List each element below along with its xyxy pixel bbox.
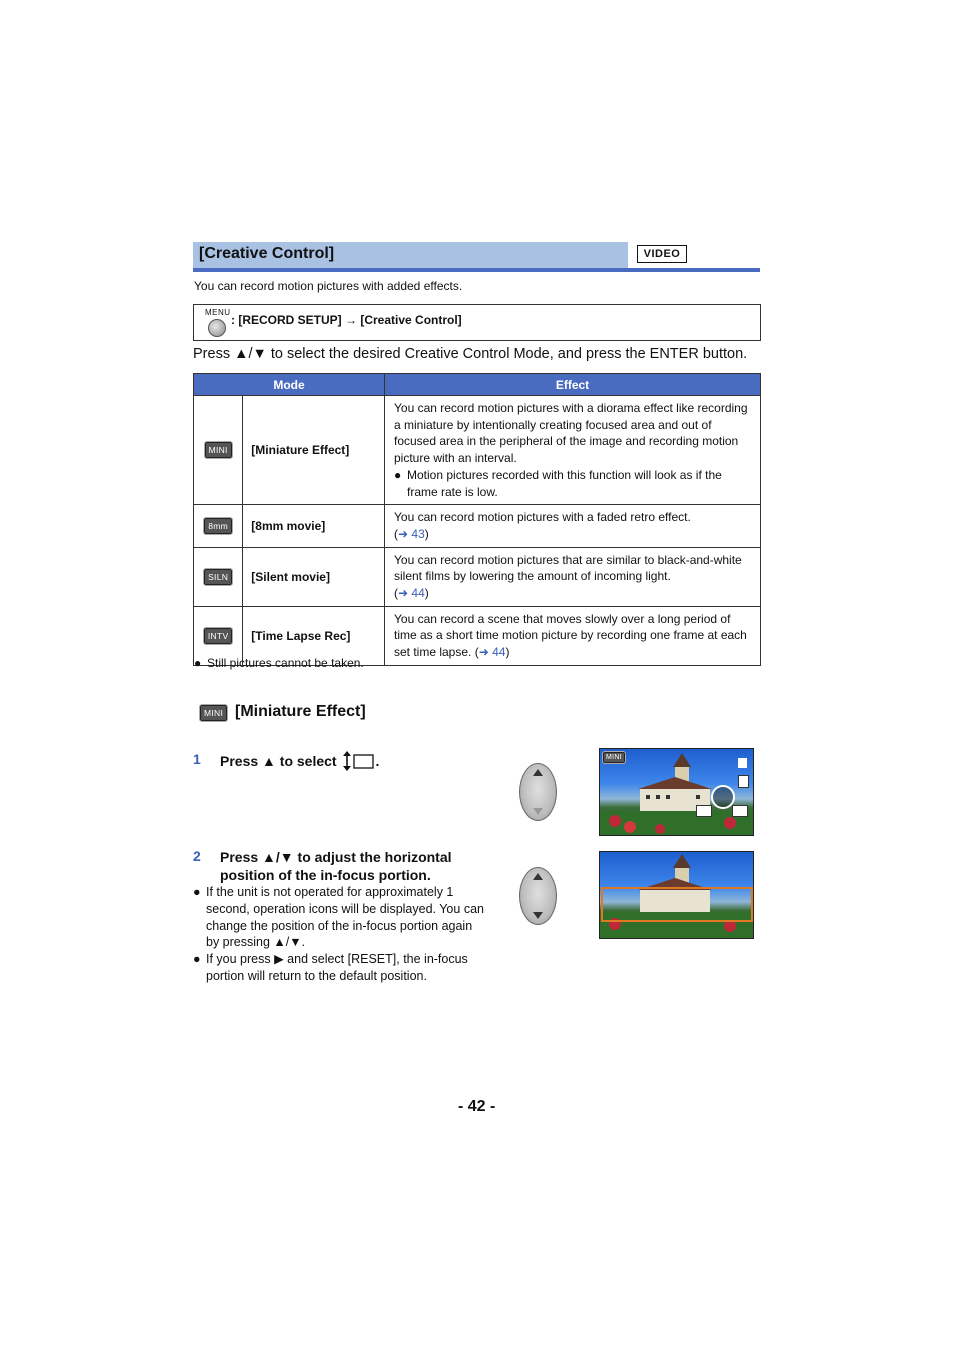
bullet-icon: ●: [194, 656, 202, 670]
table-row: 8mm [8mm movie] You can record motion pictures with a faded retro effect. (➜ 43): [194, 505, 761, 547]
step-number: 2: [193, 848, 201, 864]
header-underline: [193, 268, 760, 272]
effect-text: You can record motion pictures that are similar to black-and-white silent films by lowering the amount of incoming light.: [394, 552, 742, 584]
pause-icon[interactable]: [732, 805, 748, 817]
header-title: [Creative Control]: [199, 245, 335, 262]
mode-name: [Silent movie]: [243, 547, 385, 606]
focus-position-icon: [343, 751, 375, 774]
video-badge: VIDEO: [637, 245, 687, 263]
table-row: [194, 396, 761, 505]
exposure-icon: [738, 758, 747, 768]
instruction: Press ▲/▼ to select the desired Creative Control Mode, and press the ENTER button.: [193, 346, 748, 362]
silent-mode-icon: SILN: [204, 569, 232, 585]
level-icon: [738, 775, 749, 788]
control-pad-up-down-icon: [519, 867, 557, 925]
table-row: INTV [Time Lapse Rec] You can record a scene that moves slowly over a long period of time as a short time motion picture by recording one frame at each set time lapse. (➜ 44): [194, 606, 761, 665]
header-effect: Effect: [385, 374, 761, 396]
intro-text: You can record motion pictures with added effects.: [194, 279, 463, 293]
menu-path-box: [193, 304, 761, 341]
table-row: SILN [Silent movie] You can record motion pictures that are similar to black-and-white silent films by lowering the amount of incoming light. (➜ 44): [194, 547, 761, 606]
page-number: - 42 -: [458, 1098, 496, 1115]
step-text: Press ▲/▼ to adjust the horizontal position of the in-focus portion.: [220, 849, 452, 883]
left-icon[interactable]: [696, 805, 712, 817]
page-reference-link[interactable]: ➜ 44: [398, 586, 425, 601]
effect-text: You can record motion pictures with a faded retro effect.: [394, 510, 691, 525]
step-number: 1: [193, 751, 201, 767]
list-item: ● If the unit is not operated for approximately 1 second, operation icons will be displayed. You can change the position of the in-focus portion again by pressing ▲/▼.: [193, 885, 484, 950]
mode-name: [8mm movie]: [243, 505, 385, 547]
menu-button-icon: [208, 319, 226, 337]
list-item: ● If you press ▶ and select [RESET], the in-focus portion will return to the default position.: [193, 952, 468, 983]
bullet-icon: ●: [193, 952, 201, 967]
page-reference-link[interactable]: ➜ 44: [478, 645, 506, 660]
step-text: Press ▲ to select .: [220, 751, 379, 774]
camera-screen-photo: [599, 748, 754, 836]
header-mode: Mode: [194, 374, 385, 396]
menu-label: MENU: [205, 308, 231, 317]
mode-table: [193, 373, 761, 666]
menu-path: : [RECORD SETUP] → [Creative Control]: [231, 313, 462, 327]
control-pad-up-icon: [519, 763, 557, 821]
effect-text: You can record motion pictures with a diorama effect like recording a miniature by intentionally creating focused area and out of focused area in the peripheral of the image and recording motion picture with an interval.: [394, 401, 748, 466]
mode-name: [Miniature Effect]: [243, 396, 385, 505]
section-title: [Miniature Effect]: [235, 703, 366, 720]
8mm-mode-icon: 8mm: [204, 518, 232, 534]
effect-bullet: Motion pictures recorded with this function will look as if the frame rate is low.: [407, 467, 722, 499]
table-header-row: [194, 374, 761, 396]
mode-name: [Time Lapse Rec]: [243, 606, 385, 665]
bullet-icon: ●: [394, 467, 402, 482]
bullet-icon: ●: [193, 885, 201, 899]
focus-frame: [601, 887, 753, 922]
interval-mode-icon: INTV: [204, 628, 233, 644]
page-reference-link[interactable]: ➜ 43: [398, 526, 425, 541]
mini-mode-icon: MINI: [205, 442, 232, 458]
effect-text: You can record a scene that moves slowly over a long period of time as a short time motion picture by recording one frame at each set time lapse.: [394, 611, 747, 660]
step-1: [193, 751, 493, 773]
mini-mode-icon: MINI: [200, 705, 227, 721]
note: ● Still pictures cannot be taken.: [194, 656, 364, 670]
section-header: [193, 242, 760, 272]
mini-mode-icon: MINI: [603, 752, 625, 763]
in-focus-preview-photo: [599, 851, 754, 939]
